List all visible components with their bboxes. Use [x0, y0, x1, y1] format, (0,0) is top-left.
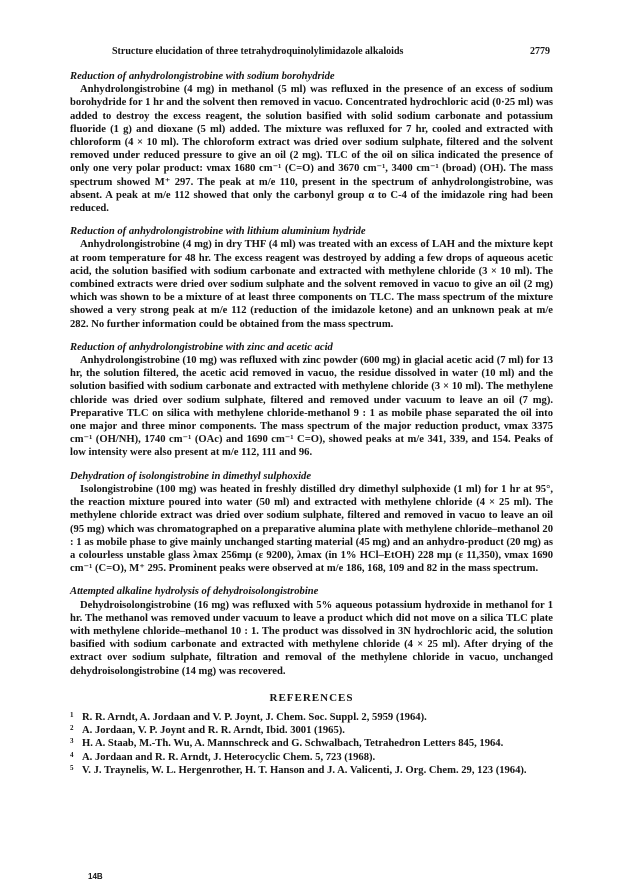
section-zinc-acetic-acid: [70, 341, 553, 460]
section-lithium-aluminium-hydride: [70, 225, 553, 331]
reference-item: [70, 724, 553, 737]
running-header: [112, 46, 550, 58]
reference-item: [70, 751, 553, 764]
section-heading: Dehydration of isolongistrobine in dimethyl sulphoxide: [70, 470, 312, 482]
reference-number: 3: [70, 737, 74, 746]
reference-number: 2: [70, 724, 74, 733]
section-alkaline-hydrolysis: [70, 585, 553, 677]
reference-item: [70, 711, 553, 724]
reference-number: 1: [70, 710, 74, 719]
references-title: REFERENCES: [269, 691, 354, 704]
reference-text: A. Jordaan and R. R. Arndt, J. Heterocyclic Chem. 5, 723 (1968).: [82, 751, 376, 763]
reference-text: V. J. Traynelis, W. L. Hergenrother, H. T. Hanson and J. A. Valicenti, J. Org. Chem. 29, 123 (1964).: [82, 764, 527, 776]
section-heading: Attempted alkaline hydrolysis of dehydroisolongistrobine: [70, 586, 319, 598]
reference-number: 4: [70, 750, 74, 759]
section-paragraph: Anhydrolongistrobine (4 mg) in dry THF (4 ml) was treated with an excess of LAH and the mixture kept at room temperature for 48 hr. The excess reagent was destroyed by adding a few drops of aqueous acetic acid, the solution basified with sodium carbonate and extracted with methylene chloride (3 × 10 ml). The combined extracts were dried over sodium sulphate and the solvent removed in vacuo to give an oil (2 mg) which was shown to be a mixture of at least three components on TLC. The mass spectrum of the mixture showed a very strong peak at m/e 112 (reduction of the imidazole ketone) and an unknown peak at m/e 282. No further information could be obtained from the mass spectrum.: [70, 239, 553, 330]
section-sodium-borohydride: [70, 70, 553, 215]
reference-text: H. A. Staab, M.-Th. Wu, A. Mannschreck and G. Schwalbach, Tetrahedron Letters 845, 1964.: [82, 738, 504, 750]
page-number: 2779: [530, 46, 550, 57]
reference-text: A. Jordaan, V. P. Joynt and R. R. Arndt, Ibid. 3001 (1965).: [82, 725, 345, 737]
section-paragraph: Anhydrolongistrobine (4 mg) in methanol (5 ml) was refluxed in the presence of an excess of sodium borohydride for 1 hr and the solvent then removed in vacuo. Concentrated hydrochloric acid (0·25 ml) was added to destroy the excess reagent, the solution basified with solid sodium carbonate and potassium fluoride (1 g) and dioxane (5 ml) added. The mixture was refluxed for 7 hr, cooled and extracted with chloroform (4 × 10 ml). The chloroform extract was dried over sodium sulphate, filtered and the solvent removed under reduced pressure to give an oil (2 mg). TLC of the oil on silica indicated the presence of only one very polar product: νmax 1680 cm⁻¹ (C=O) and 3670 cm⁻¹, 3400 cm⁻¹ (broad) (OH). The mass spectrum showed M⁺ 297. The peak at m/e 110, present in the spectrum of anhydrolongistrobine, was absent. A peak at m/e 112 showed that only the carbonyl group α to C-4 of the imidazole ring had been reduced.: [70, 84, 553, 215]
reference-number: 5: [70, 763, 74, 772]
section-dehydration: [70, 470, 553, 576]
reference-text: R. R. Arndt, A. Jordaan and V. P. Joynt, J. Chem. Soc. Suppl. 2, 5959 (1964).: [82, 711, 427, 723]
reference-item: [70, 764, 553, 777]
section-paragraph: Anhydrolongistrobine (10 mg) was refluxed with zinc powder (600 mg) in glacial acetic acid (7 ml) for 13 hr, the solution filtered, the acetic acid removed in vacuo, the residue dissolved in water (10 ml) and the solution basified with sodium carbonate and extracted with methylene chloride (3 × 10 ml). The methylene chloride was dried over sodium sulphate, filtered and removed under vacuum to leave an oil (7 mg). Preparative TLC on silica with methylene chloride-methanol 9 : 1 as mobile phase separated the oil into one major and three minor components. The mass spectrum of the major reduction product, νmax 3375 cm⁻¹ (OH/NH), 1740 cm⁻¹ (OAc) and 1690 cm⁻¹ C=O), showed peaks at m/e 341, 339, and 154. Peaks of low intensity were also present at m/e 112, 111 and 96.: [70, 355, 553, 459]
section-paragraph: Dehydroisolongistrobine (16 mg) was refluxed with 5% aqueous potassium hydroxide in methanol for 1 hr. The methanol was removed under vacuum to leave a product which did not move on a silica TLC plate with methylene chloride–methanol 10 : 1. The product was dissolved in 3N hydrochloric acid, the solution basified with sodium carbonate and extracted with methylene chloride (4 × 25 ml). After drying of the extract over sodium sulphate, filtration and removal of the methylene chloride in vacuo, unchanged dehydroisolongistrobine (14 mg) was recovered.: [70, 599, 553, 677]
section-paragraph: Isolongistrobine (100 mg) was heated in freshly distilled dry dimethyl sulphoxide (1 ml) for 1 hr at 95°, the reaction mixture poured into water (50 ml) and extracted with methylene chloride (4 × 25 ml). The methylene chloride extract was dried over sodium sulphate, filtered and removed in vacuo to leave an oil (95 mg) which was chromatographed on a preparative alumina plate with methylene chloride–methanol 20 : 1 as mobile phase to give mainly unchanged starting material (45 mg) and an anhydro-product (20 mg) as a colourless unstable glass λmax 256mμ (ε 9200), λmax (in 1% HCl–EtOH) 228 mμ (ε 11,350), νmax 1690 cm⁻¹ (C=O), M⁺ 295. Prominent peaks were observed at m/e 186, 168, 109 and 82 in the mass spectrum.: [70, 483, 553, 575]
reference-item: [70, 737, 553, 750]
running-title: Structure elucidation of three tetrahydroquinolylimidazole alkaloids: [112, 46, 404, 57]
article-body: [70, 70, 553, 777]
section-heading: Reduction of anhydrolongistrobine with lithium aluminium hydride: [70, 226, 366, 238]
section-heading: Reduction of anhydrolongistrobine with sodium borohydride: [70, 71, 335, 82]
section-heading: Reduction of anhydrolongistrobine with zinc and acetic acid: [70, 341, 333, 353]
footer-code: 14B: [88, 872, 103, 881]
reference-list: [70, 711, 553, 777]
